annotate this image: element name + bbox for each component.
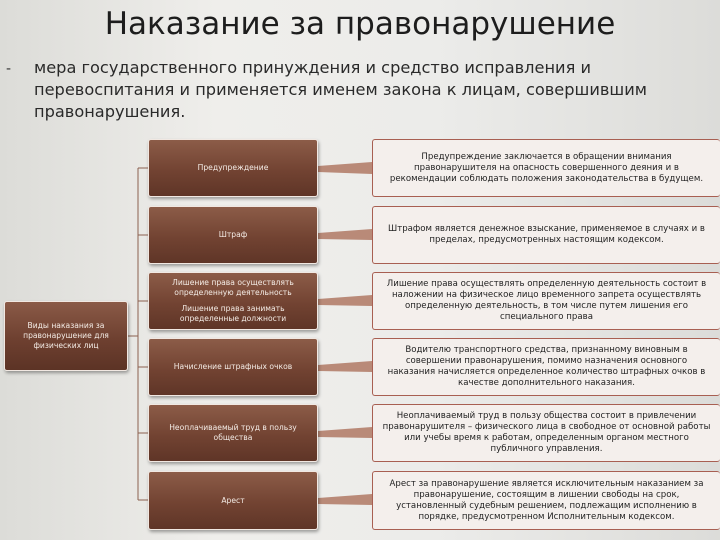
category-community-work (148, 404, 318, 462)
description-text: Водителю транспортного средства, признанному виновным в совершении правонарушения, помимо назначения основного наказания начисляется определенное количество штрафных очков в качестве дополнительного наказания. (387, 345, 706, 388)
definition-text: мера государственного принуждения и средство исправления и перевоспитания и применяется именем закона к лицам, совершившим правонарушения. (34, 58, 647, 121)
category-fine (148, 206, 318, 264)
page-title: Наказание за правонарушение (104, 6, 616, 42)
description-deprivation (372, 272, 720, 330)
category-deprivation (148, 272, 318, 330)
category-label: Предупреждение (197, 163, 269, 172)
category-penalty-points (148, 338, 318, 396)
description-text: Неоплачиваемый труд в пользу общества состоит в привлечении правонарушителя – физического лица в свободное от основной работы или учебы время к работам, определенным органом местного публичного управления. (382, 411, 711, 454)
arrow-4 (318, 361, 372, 372)
arrow-1 (318, 162, 372, 174)
description-fine (372, 206, 720, 264)
description-text: Штрафом является денежное взыскание, применяемое в случаях и в пределах, предусмотренных настоящим кодексом. (388, 224, 705, 245)
arrow-6 (318, 494, 372, 505)
category-arrest (148, 471, 318, 530)
arrow-2 (318, 229, 372, 240)
bullet-marker: - (6, 61, 12, 77)
description-penalty-points (372, 338, 720, 396)
category-label: Лишение права осуществлять определенную деятельность (172, 278, 294, 297)
arrow-5 (318, 427, 372, 438)
arrow-3 (318, 295, 372, 306)
category-label: Начисление штрафных очков (173, 362, 293, 371)
root-label: Виды наказания за правонарушение для физических лиц (23, 321, 109, 350)
description-text: Предупреждение заключается в обращении внимания правонарушителя на опасность совершенного деяния и в рекомендации соблюдать положения законодательства в будущем. (389, 151, 704, 184)
description-warning (372, 139, 720, 197)
category-label: Арест (221, 495, 245, 505)
category-warning (148, 139, 318, 197)
description-arrest (372, 471, 720, 530)
description-text: Арест за правонарушение является исключительным наказанием за правонарушение, состоящим в лишении свободы на срок, установленный судебным решением, подлежащим исполнению в порядке, предусмотренном Исполнительным кодексом. (389, 478, 704, 522)
description-text: Лишение права осуществлять определенную деятельность состоит в наложении на физическое лицо временного запрета осуществлять определенную деятельность, в том числе путем лишения его специального права (386, 279, 707, 322)
description-community-work (372, 404, 720, 462)
category-label: Неоплачиваемый труд в пользу общества (169, 423, 297, 442)
category-label: Штраф (218, 230, 248, 239)
category-label-secondary: Лишение права занимать определенные должности (179, 304, 287, 323)
root-node (4, 301, 128, 371)
